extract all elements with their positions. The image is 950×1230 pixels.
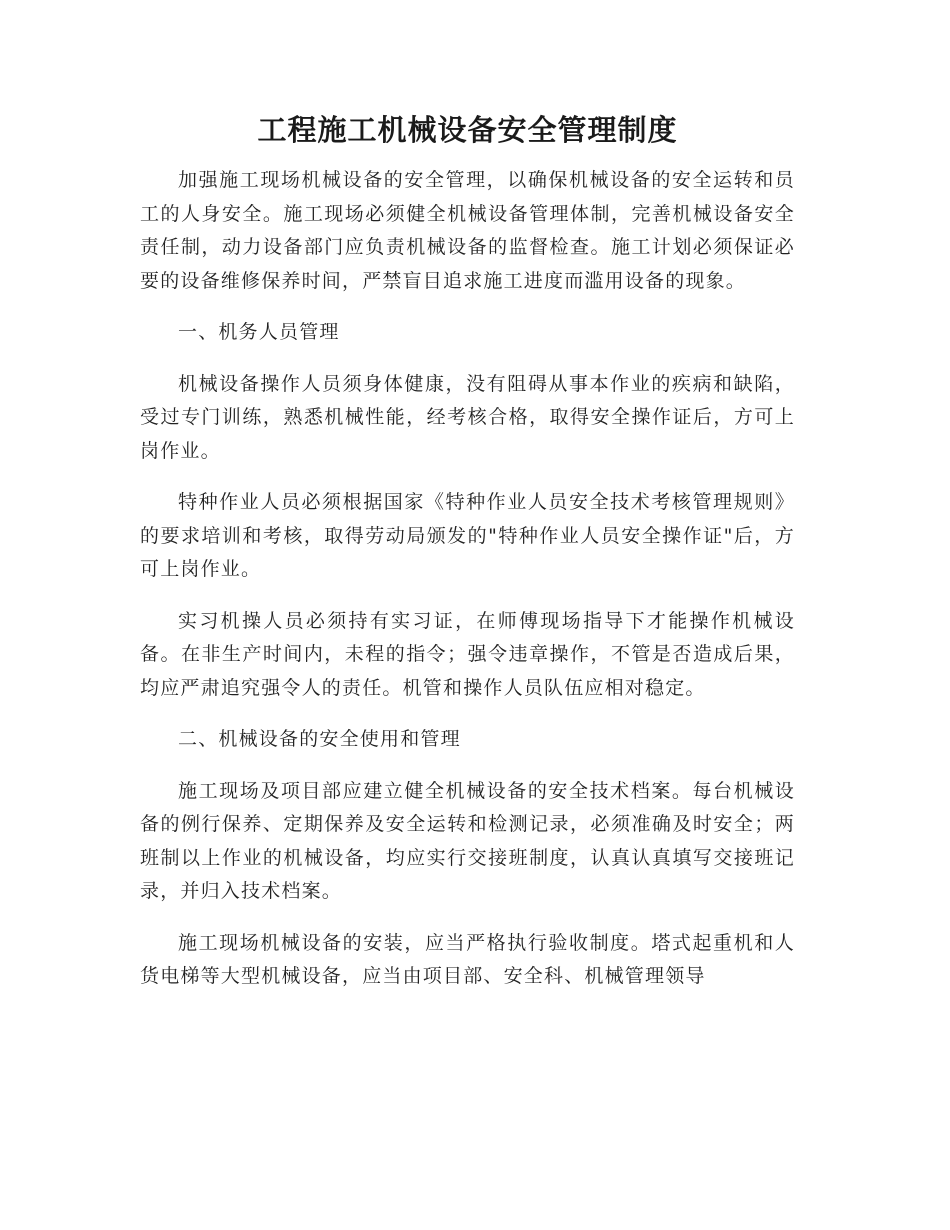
section-2-paragraph-1: 施工现场及项目部应建立健全机械设备的安全技术档案。每台机械设备的例行保养、定期保养及安全运转和检测记录，必须准确及时安全；两班制以上作业的机械设备，均应实行交接班制度，认真认真填写交接班记录，并归入技术档案。 (140, 779, 795, 902)
section-2-heading: 二、机械设备的安全使用和管理 (178, 728, 461, 750)
section-1-heading: 一、机务人员管理 (178, 321, 340, 343)
section-1-paragraph-3: 实习机操人员必须持有实习证，在师傅现场指导下才能操作机械设备。在非生产时间内，未程的指令；强令违章操作，不管是否造成后果，均应严肃追究强令人的责任。机管和操作人员队伍应相对稳定。 (140, 609, 795, 699)
section-2-paragraph-2: 施工现场机械设备的安装，应当严格执行验收制度。塔式起重机和人货电梯等大型机械设备，应当由项目部、安全科、机械管理领导 (140, 931, 795, 987)
document-title: 工程施工机械设备安全管理制度 (257, 113, 678, 147)
section-1-paragraph-1: 机械设备操作人员须身体健康，没有阻碍从事本作业的疾病和缺陷，受过专门训练，熟悉机械性能，经考核合格，取得安全操作证后，方可上岗作业。 (140, 372, 795, 462)
document-page (140, 108, 795, 1012)
section-1-paragraph-2: 特种作业人员必须根据国家《特种作业人员安全技术考核管理规则》的要求培训和考核，取得劳动局颁发的"特种作业人员安全操作证"后，方可上岗作业。 (140, 491, 795, 580)
intro-paragraph: 加强施工现场机械设备的安全管理，以确保机械设备的安全运转和员工的人身安全。施工现场必须健全机械设备管理体制，完善机械设备安全责任制，动力设备部门应负责机械设备的监督检查。施工计划必须保证必要的设备维修保养时间，严禁盲目追求施工进度而滥用设备的现象。 (140, 169, 795, 292)
